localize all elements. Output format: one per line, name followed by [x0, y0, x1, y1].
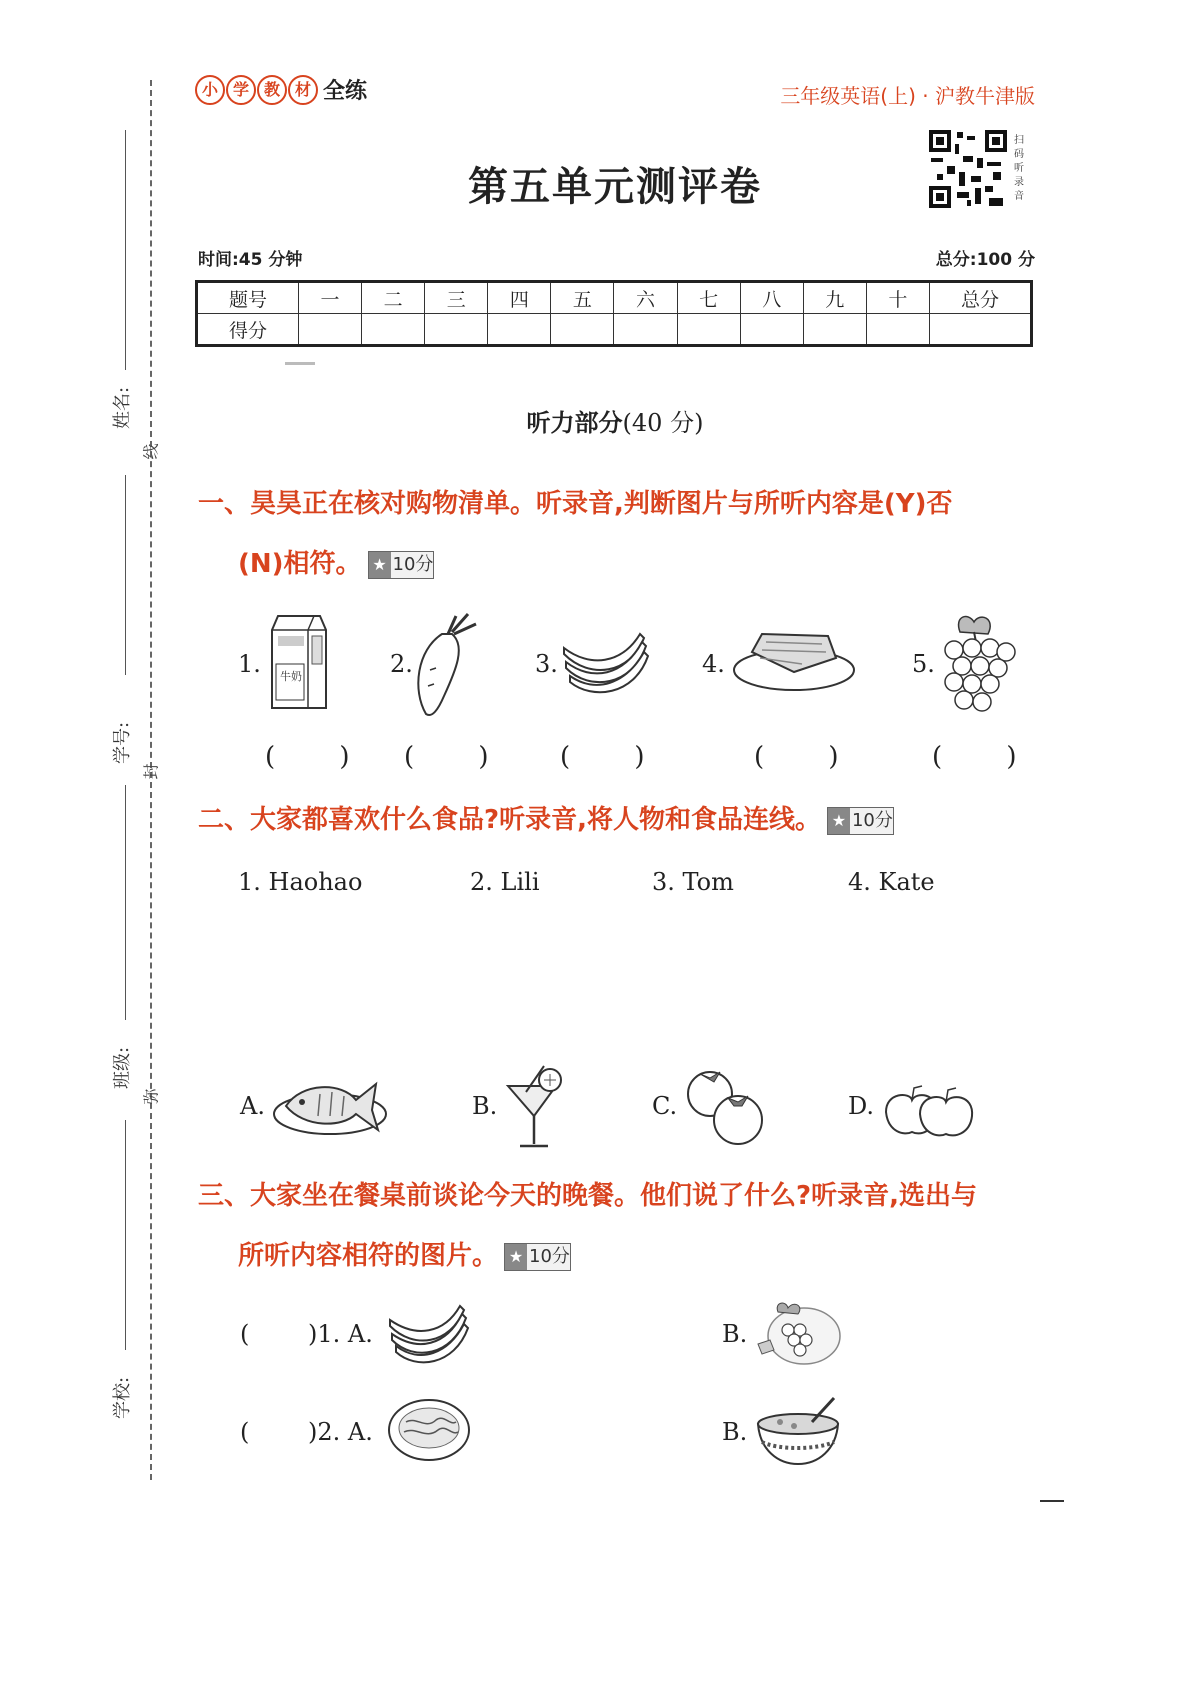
score-col: 二	[362, 282, 425, 314]
q3-item-1-label: )1. A.	[308, 1320, 373, 1348]
q1-item-number: 5.	[912, 650, 935, 678]
q2-food-letter: A.	[240, 1092, 265, 1120]
q3-item-2-label: )2. A.	[308, 1418, 373, 1446]
qr-code-icon[interactable]	[927, 128, 1009, 210]
score-cell[interactable]	[614, 314, 677, 346]
noodle-bowl-icon[interactable]	[386, 1396, 472, 1466]
meat-plate-icon	[732, 628, 856, 692]
student-number-label: 学号:	[112, 721, 134, 765]
banana-icon	[560, 628, 650, 698]
score-col-total: 总分	[930, 282, 1032, 314]
milk-carton-icon	[264, 612, 334, 712]
score-col: 三	[425, 282, 488, 314]
score-col: 五	[551, 282, 614, 314]
brand-char-4: 材	[288, 75, 318, 105]
q2-person[interactable]: 3. Tom	[652, 868, 734, 896]
score-col: 八	[740, 282, 803, 314]
q1-item-number: 1.	[238, 650, 261, 678]
exam-time: 时间:45 分钟	[198, 250, 303, 270]
score-cell[interactable]	[677, 314, 740, 346]
grapes-icon	[938, 612, 1018, 718]
score-col: 七	[677, 282, 740, 314]
q3-item-2-optB: B.	[722, 1418, 748, 1446]
q1-badge-text: 10分	[392, 553, 434, 575]
score-col: 十	[866, 282, 929, 314]
q3-answer-open-2[interactable]: (	[240, 1418, 250, 1446]
total-score: 总分:100 分	[935, 250, 1035, 270]
soup-bowl-icon[interactable]	[754, 1394, 844, 1468]
score-cell[interactable]	[299, 314, 362, 346]
q3-item-1-optB: B.	[722, 1320, 748, 1348]
q2-food-letter: C.	[652, 1092, 678, 1120]
fruit-plate-icon[interactable]	[754, 1300, 844, 1370]
tomatoes-icon[interactable]	[686, 1064, 766, 1148]
q1-answer-4[interactable]: ( )	[754, 742, 867, 772]
listening-section-title	[0, 403, 1190, 438]
q2-line1: 二、大家都喜欢什么食品?听录音,将人物和食品连线。	[198, 805, 821, 835]
juice-glass-icon[interactable]	[504, 1062, 566, 1152]
q3-points-badge	[504, 1243, 571, 1271]
brand-rest: 全练	[323, 78, 368, 104]
score-cell[interactable]	[551, 314, 614, 346]
q2-food-letter: D.	[848, 1092, 875, 1120]
book-edition: 三年级英语(上) · 沪教牛津版	[780, 84, 1035, 108]
page-title: 第五单元测评卷	[468, 163, 762, 210]
q2-heading	[198, 790, 1048, 850]
q1-answer-2[interactable]: ( )	[404, 742, 517, 772]
section-title-text: 听力部分	[526, 408, 623, 437]
q1-item-number: 3.	[535, 650, 558, 678]
q3-line1: 三、大家坐在餐桌前谈论今天的晚餐。他们说了什么?听录音,选出与	[198, 1181, 977, 1211]
score-row-label: 题号	[197, 282, 299, 314]
q2-person[interactable]: 1. Haohao	[238, 868, 363, 896]
star-icon: ★	[369, 552, 391, 578]
fish-plate-icon[interactable]	[272, 1072, 388, 1138]
q2-badge-text: 10分	[851, 809, 893, 831]
score-cell[interactable]	[803, 314, 866, 346]
brand-char-1: 小	[195, 75, 225, 105]
apples-icon[interactable]	[880, 1082, 980, 1138]
star-icon: ★	[505, 1244, 527, 1270]
q2-points-badge	[827, 807, 894, 835]
name-label: 姓名:	[112, 386, 134, 430]
class-label: 班级:	[112, 1046, 134, 1090]
brand-char-2: 学	[226, 75, 256, 105]
score-cell[interactable]	[866, 314, 929, 346]
q2-food-letter: B.	[472, 1092, 498, 1120]
score-cell[interactable]	[362, 314, 425, 346]
brand-logo	[195, 74, 367, 105]
score-col: 四	[488, 282, 551, 314]
cut-line	[150, 80, 152, 1480]
q1-answer-1[interactable]: ( )	[265, 742, 378, 772]
score-table	[195, 280, 1033, 347]
cut-char-seal: 封	[141, 763, 161, 780]
q1-answer-5[interactable]: ( )	[932, 742, 1045, 772]
page-corner-mark	[1040, 1500, 1064, 1502]
star-icon: ★	[828, 808, 850, 834]
score-cell[interactable]	[488, 314, 551, 346]
score-cell[interactable]	[930, 314, 1032, 346]
score-col: 一	[299, 282, 362, 314]
radish-icon	[412, 610, 482, 720]
q1-points-badge	[368, 551, 435, 579]
q3-answer-open-1[interactable]: (	[240, 1320, 250, 1348]
banana-bunch-icon[interactable]	[386, 1302, 470, 1368]
q3-badge-text: 10分	[529, 1245, 570, 1267]
score-table-score-row	[197, 314, 1032, 346]
q1-line1: 一、昊昊正在核对购物清单。听录音,判断图片与所听内容是(Y)否	[198, 489, 953, 519]
cut-char-seal2: 弥	[141, 1088, 161, 1105]
brand-char-3: 教	[257, 75, 287, 105]
score-col: 六	[614, 282, 677, 314]
school-label: 学校:	[112, 1376, 134, 1420]
cut-char-line: 线	[141, 443, 161, 460]
score-cell[interactable]	[425, 314, 488, 346]
q2-person[interactable]: 2. Lili	[470, 868, 540, 896]
q1-item-number: 2.	[390, 650, 413, 678]
score-cell[interactable]	[740, 314, 803, 346]
q3-line2: 所听内容相符的图片。	[238, 1241, 499, 1271]
q2-person[interactable]: 4. Kate	[848, 868, 935, 896]
q3-heading	[198, 1166, 1048, 1286]
score-row-label: 得分	[197, 314, 299, 346]
q1-answer-3[interactable]: ( )	[560, 742, 673, 772]
section-points: (40 分)	[622, 409, 704, 437]
qr-note: 扫码听录音	[1014, 135, 1024, 202]
score-table-header-row	[197, 282, 1032, 314]
score-col: 九	[803, 282, 866, 314]
q1-line2: (N)相符。	[238, 549, 362, 579]
q1-item-number: 4.	[702, 650, 725, 678]
q1-heading	[198, 474, 1048, 594]
milk-label-text: 牛奶	[280, 670, 302, 683]
